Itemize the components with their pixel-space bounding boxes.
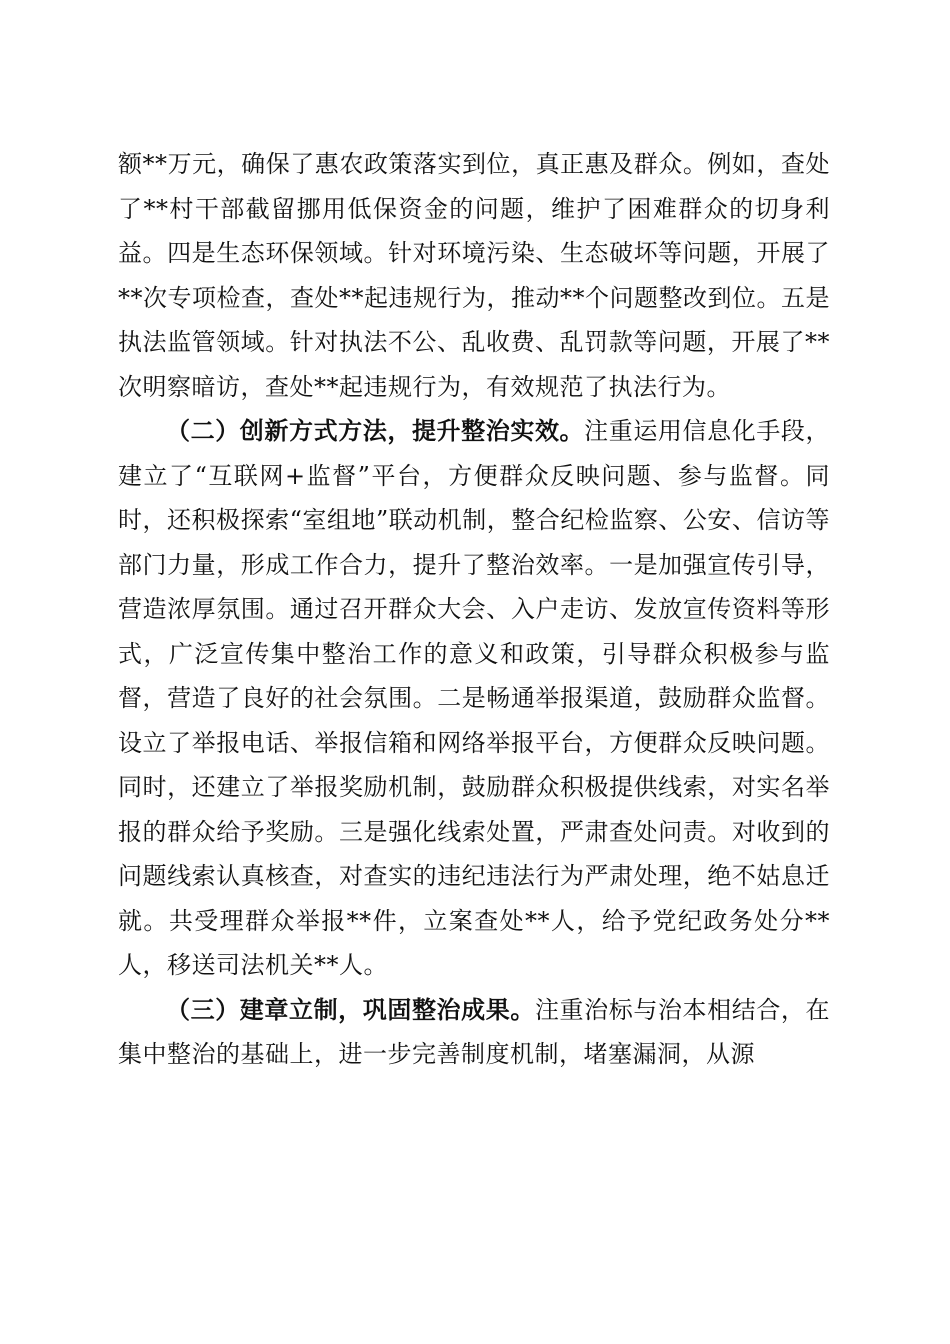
paragraph-continuation <box>118 142 830 409</box>
paragraph-text: 注重治标与治本相结合，在集中整治的基础上，进一步完善制度机制，堵塞漏洞，从源 <box>118 995 831 1068</box>
paragraph-text: 额**万元，确保了惠农政策落实到位，真正惠及群众。例如，查处了**村干部截留挪用低保资金的问题，维护了困难群众的切身利益。四是生态环保领域。针对环境污染、生态破坏等问题，开展了**次专项检查，查处**起违规行为，推动**个问题整改到位。五是执法监管领域。针对执法不公、乱收费、乱罚款等问题，开展了**次明察暗访，查处**起违规行为，有效规范了执法行为。 <box>118 150 830 401</box>
document-body <box>118 142 830 1077</box>
paragraph-section-2 <box>118 409 830 988</box>
section-heading: （三）建章立制，巩固整治成果。 <box>166 994 535 1024</box>
paragraph-section-3 <box>118 988 830 1077</box>
paragraph-text: 注重运用信息化手段，建立了“互联网+监督”平台，方便群众反映问题、参与监督。同时，还积极探索“室组地”联动机制，整合纪检监察、公安、信访等部门力量，形成工作合力，提升了整治效率。一是加强宣传引导，营造浓厚氛围。通过召开群众大会、入户走访、发放宣传资料等形式，广泛宣传集中整治工作的意义和政策，引导群众积极参与监督，营造了良好的社会氛围。二是畅通举报渠道，鼓励群众监督。设立了举报电话、举报信箱和网络举报平台，方便群众反映问题。同时，还建立了举报奖励机制，鼓励群众积极提供线索，对实名举报的群众给予奖励。三是强化线索处置，严肃查处问责。对收到的问题线索认真核查，对查实的违纪违法行为严肃处理，绝不姑息迁就。共受理群众举报**件，立案查处**人，给予党纪政务处分**人，移送司法机关**人。 <box>118 417 831 979</box>
section-heading: （二）创新方式方法，提升整治实效。 <box>166 416 585 445</box>
